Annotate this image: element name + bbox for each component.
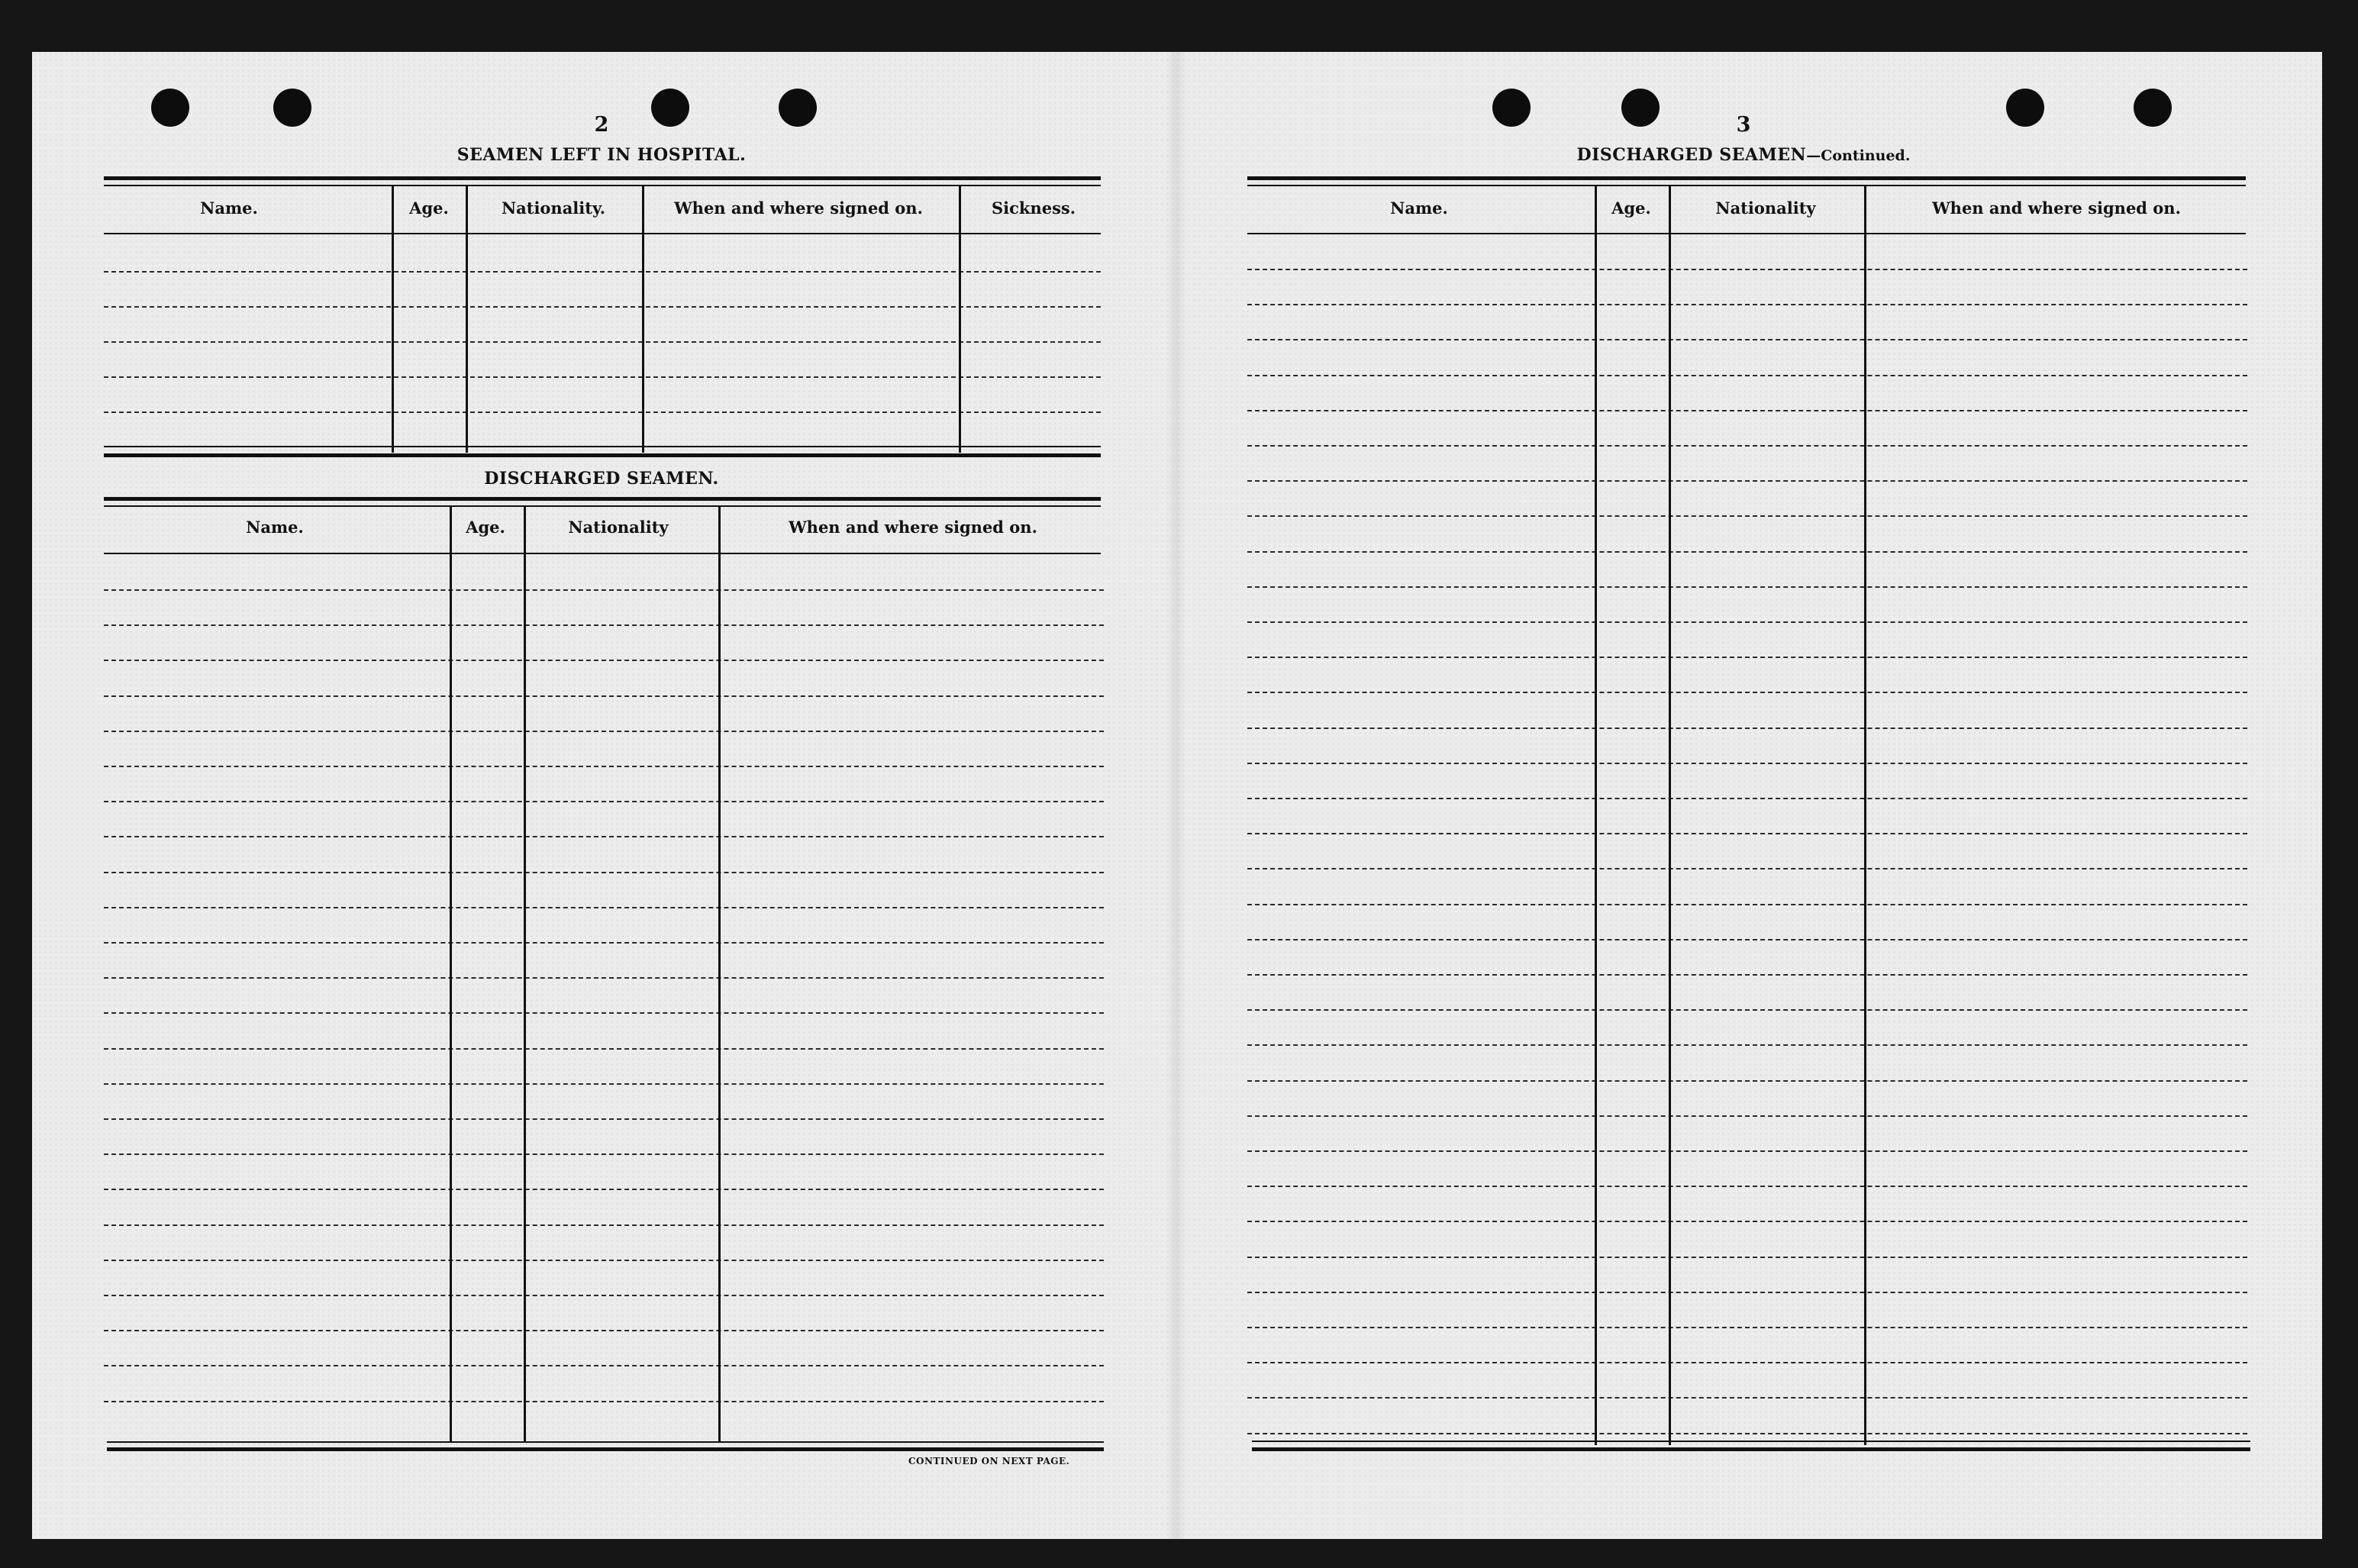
column-header: Name. bbox=[1390, 198, 1448, 218]
header-rule bbox=[1247, 233, 2246, 234]
ruled-line bbox=[104, 1260, 1104, 1261]
ruled-line bbox=[1247, 586, 2247, 588]
column-divider bbox=[466, 186, 468, 453]
ruled-line bbox=[1247, 728, 2247, 729]
ruled-line bbox=[1247, 1397, 2247, 1399]
ruled-line bbox=[1247, 269, 2247, 270]
title-main: DISCHARGED SEAMEN bbox=[1576, 145, 1807, 165]
page-number: 2 bbox=[594, 113, 609, 137]
discharged-continued-title bbox=[1577, 145, 1911, 165]
ruled-line bbox=[1247, 1257, 2247, 1258]
ruled-line bbox=[104, 341, 1101, 343]
ruled-line bbox=[1247, 1362, 2247, 1363]
column-header: Age. bbox=[1611, 198, 1651, 218]
column-header: Nationality bbox=[568, 518, 669, 537]
column-divider bbox=[392, 186, 394, 453]
ruled-line bbox=[1247, 621, 2247, 623]
ruled-line bbox=[104, 977, 1104, 979]
punch-hole bbox=[1621, 89, 1660, 127]
page-number: 3 bbox=[1736, 113, 1751, 137]
ruled-line bbox=[104, 801, 1104, 802]
ruled-line bbox=[1247, 1186, 2247, 1187]
table-rule bbox=[104, 497, 1101, 501]
ruled-line bbox=[1247, 445, 2247, 447]
continued-note: CONTINUED ON NEXT PAGE. bbox=[908, 1456, 1070, 1466]
table-rule bbox=[104, 185, 1101, 186]
punch-hole bbox=[273, 89, 311, 127]
column-divider bbox=[450, 506, 452, 1441]
ruled-line bbox=[1247, 1433, 2247, 1434]
header-rule bbox=[104, 233, 1101, 234]
ruled-line bbox=[1247, 904, 2247, 905]
table-rule bbox=[107, 1447, 1104, 1451]
ruled-line bbox=[104, 1012, 1104, 1014]
center-fold bbox=[1166, 52, 1186, 1539]
ruled-line bbox=[104, 942, 1104, 944]
table-rule bbox=[104, 453, 1101, 457]
ruled-line bbox=[1247, 480, 2247, 482]
column-header: Age. bbox=[466, 518, 505, 537]
ruled-line bbox=[1247, 1327, 2247, 1328]
ruled-line bbox=[1247, 410, 2247, 411]
ruled-line bbox=[104, 907, 1104, 908]
table-rule bbox=[104, 446, 1101, 447]
ruled-line bbox=[104, 271, 1101, 273]
table-rule bbox=[1252, 1447, 2250, 1451]
ruled-line bbox=[104, 660, 1104, 661]
table-rule bbox=[107, 1441, 1104, 1443]
header-rule bbox=[104, 553, 1101, 554]
ruled-line bbox=[104, 624, 1104, 626]
ruled-line bbox=[104, 1048, 1104, 1050]
ruled-line bbox=[104, 411, 1101, 413]
ruled-line bbox=[1247, 692, 2247, 693]
ruled-line bbox=[104, 1224, 1104, 1226]
column-divider bbox=[524, 506, 526, 1441]
discharged-title: DISCHARGED SEAMEN. bbox=[484, 469, 719, 489]
ruled-line bbox=[1247, 939, 2247, 940]
ruled-line bbox=[104, 731, 1104, 732]
punch-hole bbox=[651, 89, 689, 127]
column-header: Age. bbox=[409, 198, 449, 218]
ruled-line bbox=[1247, 1080, 2247, 1082]
ruled-line bbox=[104, 1189, 1104, 1190]
column-header: Nationality. bbox=[501, 198, 606, 218]
punch-hole bbox=[2006, 89, 2044, 127]
table-rule bbox=[1252, 1441, 2250, 1442]
ruled-line bbox=[1247, 1044, 2247, 1046]
column-header: Nationality bbox=[1715, 198, 1816, 218]
column-header: When and where signed on. bbox=[674, 198, 923, 218]
ruled-line bbox=[104, 872, 1104, 873]
ruled-line bbox=[104, 1083, 1104, 1085]
ruled-line bbox=[104, 376, 1101, 378]
punch-hole bbox=[779, 89, 817, 127]
column-header: Sickness. bbox=[991, 198, 1076, 218]
ruled-line bbox=[1247, 763, 2247, 764]
table-rule bbox=[104, 176, 1101, 180]
table-rule bbox=[1247, 185, 2246, 186]
ruled-line bbox=[104, 1153, 1104, 1155]
column-header: When and where signed on. bbox=[789, 518, 1037, 537]
column-divider bbox=[1669, 186, 1671, 1445]
ruled-line bbox=[1247, 657, 2247, 658]
ruled-line bbox=[104, 836, 1104, 837]
ruled-line bbox=[104, 1365, 1104, 1366]
ruled-line bbox=[1247, 798, 2247, 799]
table-rule bbox=[1247, 176, 2246, 180]
ruled-line bbox=[1247, 339, 2247, 340]
column-divider bbox=[959, 186, 961, 453]
ruled-line bbox=[1247, 974, 2247, 976]
column-divider bbox=[718, 506, 721, 1441]
ruled-line bbox=[1247, 375, 2247, 376]
ruled-line bbox=[104, 1330, 1104, 1331]
column-divider bbox=[1595, 186, 1597, 1445]
ruled-line bbox=[104, 766, 1104, 767]
ruled-line bbox=[104, 306, 1101, 308]
ruled-line bbox=[104, 695, 1104, 697]
ruled-line bbox=[104, 1401, 1104, 1402]
title-suffix: —Continued. bbox=[1806, 147, 1911, 164]
ruled-line bbox=[1247, 551, 2247, 553]
ruled-line bbox=[1247, 1292, 2247, 1293]
column-header: Name. bbox=[200, 198, 258, 218]
column-divider bbox=[1864, 186, 1866, 1445]
ruled-line bbox=[1247, 833, 2247, 834]
ruled-line bbox=[1247, 1221, 2247, 1222]
ruled-line bbox=[1247, 304, 2247, 305]
table-rule bbox=[104, 505, 1101, 507]
ruled-line bbox=[1247, 1150, 2247, 1152]
punch-hole bbox=[151, 89, 189, 127]
hospital-title: SEAMEN LEFT IN HOSPITAL. bbox=[456, 145, 747, 165]
ruled-line bbox=[104, 589, 1104, 591]
column-divider bbox=[642, 186, 644, 453]
ruled-line bbox=[1247, 1009, 2247, 1011]
ruled-line bbox=[1247, 515, 2247, 517]
ruled-line bbox=[104, 1295, 1104, 1296]
column-header: When and where signed on. bbox=[1932, 198, 2181, 218]
column-header: Name. bbox=[246, 518, 304, 537]
ruled-line bbox=[104, 1118, 1104, 1120]
ruled-line bbox=[1247, 1115, 2247, 1117]
punch-hole bbox=[2134, 89, 2172, 127]
punch-hole bbox=[1492, 89, 1531, 127]
ruled-line bbox=[1247, 868, 2247, 869]
